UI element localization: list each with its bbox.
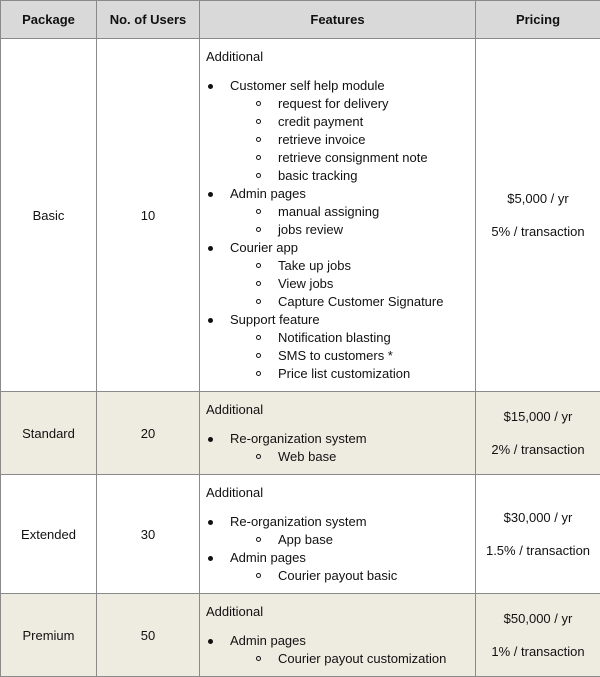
- subfeature-item: [230, 149, 475, 167]
- circle-bullet-icon: [256, 335, 261, 340]
- bullet-icon: [208, 556, 213, 561]
- price-per-transaction: 1% / transaction: [476, 643, 600, 661]
- package-cell: Standard: [1, 392, 97, 475]
- circle-bullet-icon: [256, 353, 261, 358]
- feature-label: Admin pages: [230, 550, 306, 565]
- subfeature-label: retrieve invoice: [278, 132, 365, 147]
- feature-item: [206, 513, 475, 549]
- subfeature-item: [230, 448, 475, 466]
- pricing-cell: [476, 475, 600, 594]
- circle-bullet-icon: [256, 656, 261, 661]
- subfeature-item: [230, 329, 475, 347]
- feature-label: Re-organization system: [230, 431, 367, 446]
- subfeature-label: Notification blasting: [278, 330, 391, 345]
- table-row: [1, 594, 600, 677]
- subfeature-item: [230, 365, 475, 383]
- package-cell: Premium: [1, 594, 97, 677]
- feature-list: [206, 513, 475, 585]
- price-per-year: $30,000 / yr: [476, 509, 600, 527]
- feature-list: [206, 430, 475, 466]
- circle-bullet-icon: [256, 209, 261, 214]
- circle-bullet-icon: [256, 137, 261, 142]
- users-cell: 30: [97, 475, 200, 594]
- price-per-year: $50,000 / yr: [476, 610, 600, 628]
- subfeature-item: [230, 567, 475, 585]
- feature-item: [206, 185, 475, 239]
- subfeature-label: basic tracking: [278, 168, 357, 183]
- subfeature-list: [230, 650, 475, 668]
- additional-label: Additional: [206, 484, 475, 502]
- subfeature-label: Web base: [278, 449, 336, 464]
- package-cell: Extended: [1, 475, 97, 594]
- feature-item: [206, 549, 475, 585]
- bullet-icon: [208, 639, 213, 644]
- users-cell: 20: [97, 392, 200, 475]
- circle-bullet-icon: [256, 371, 261, 376]
- subfeature-label: Capture Customer Signature: [278, 294, 443, 309]
- bullet-icon: [208, 84, 213, 89]
- feature-label: Admin pages: [230, 633, 306, 648]
- subfeature-item: [230, 257, 475, 275]
- subfeature-list: [230, 257, 475, 311]
- additional-label: Additional: [206, 48, 475, 66]
- feature-label: Re-organization system: [230, 514, 367, 529]
- additional-label: Additional: [206, 603, 475, 621]
- feature-label: Customer self help module: [230, 78, 385, 93]
- header-row: [1, 1, 600, 39]
- header-package: Package: [1, 1, 97, 39]
- features-cell: [200, 39, 476, 392]
- package-cell: Basic: [1, 39, 97, 392]
- subfeature-label: App base: [278, 532, 333, 547]
- feature-label: Courier app: [230, 240, 298, 255]
- circle-bullet-icon: [256, 101, 261, 106]
- bullet-icon: [208, 437, 213, 442]
- pricing-cell: [476, 39, 600, 392]
- table-row: [1, 392, 600, 475]
- circle-bullet-icon: [256, 227, 261, 232]
- additional-label: Additional: [206, 401, 475, 419]
- bullet-icon: [208, 192, 213, 197]
- header-pricing: Pricing: [476, 1, 600, 39]
- circle-bullet-icon: [256, 537, 261, 542]
- circle-bullet-icon: [256, 173, 261, 178]
- feature-item: [206, 430, 475, 466]
- users-cell: 50: [97, 594, 200, 677]
- circle-bullet-icon: [256, 573, 261, 578]
- subfeature-list: [230, 567, 475, 585]
- header-users: No. of Users: [97, 1, 200, 39]
- price-per-transaction: 1.5% / transaction: [476, 542, 600, 560]
- subfeature-label: credit payment: [278, 114, 363, 129]
- subfeature-label: SMS to customers *: [278, 348, 393, 363]
- subfeature-label: request for delivery: [278, 96, 389, 111]
- subfeature-item: [230, 650, 475, 668]
- feature-item: [206, 632, 475, 668]
- price-per-transaction: 5% / transaction: [476, 223, 600, 241]
- price-per-year: $15,000 / yr: [476, 408, 600, 426]
- subfeature-item: [230, 113, 475, 131]
- feature-list: [206, 77, 475, 383]
- feature-item: [206, 311, 475, 383]
- circle-bullet-icon: [256, 299, 261, 304]
- subfeature-list: [230, 329, 475, 383]
- circle-bullet-icon: [256, 281, 261, 286]
- bullet-icon: [208, 246, 213, 251]
- circle-bullet-icon: [256, 263, 261, 268]
- circle-bullet-icon: [256, 119, 261, 124]
- subfeature-item: [230, 131, 475, 149]
- users-cell: 10: [97, 39, 200, 392]
- subfeature-label: Courier payout basic: [278, 568, 397, 583]
- subfeature-item: [230, 203, 475, 221]
- bullet-icon: [208, 318, 213, 323]
- feature-label: Support feature: [230, 312, 320, 327]
- bullet-icon: [208, 520, 213, 525]
- pricing-cell: [476, 392, 600, 475]
- subfeature-label: Price list customization: [278, 366, 410, 381]
- table-row: [1, 39, 600, 392]
- subfeature-item: [230, 95, 475, 113]
- subfeature-item: [230, 275, 475, 293]
- subfeature-label: retrieve consignment note: [278, 150, 428, 165]
- subfeature-list: [230, 531, 475, 549]
- features-cell: [200, 594, 476, 677]
- subfeature-label: Take up jobs: [278, 258, 351, 273]
- feature-label: Admin pages: [230, 186, 306, 201]
- subfeature-list: [230, 448, 475, 466]
- subfeature-label: jobs review: [278, 222, 343, 237]
- circle-bullet-icon: [256, 454, 261, 459]
- feature-item: [206, 77, 475, 185]
- subfeature-label: View jobs: [278, 276, 333, 291]
- subfeature-label: Courier payout customization: [278, 651, 446, 666]
- feature-item: [206, 239, 475, 311]
- circle-bullet-icon: [256, 155, 261, 160]
- subfeature-item: [230, 531, 475, 549]
- price-per-year: $5,000 / yr: [476, 190, 600, 208]
- features-cell: [200, 475, 476, 594]
- subfeature-item: [230, 167, 475, 185]
- subfeature-list: [230, 95, 475, 185]
- feature-list: [206, 632, 475, 668]
- features-cell: [200, 392, 476, 475]
- subfeature-item: [230, 293, 475, 311]
- subfeature-label: manual assigning: [278, 204, 379, 219]
- header-features: Features: [200, 1, 476, 39]
- price-per-transaction: 2% / transaction: [476, 441, 600, 459]
- subfeature-item: [230, 221, 475, 239]
- subfeature-list: [230, 203, 475, 239]
- subfeature-item: [230, 347, 475, 365]
- pricing-cell: [476, 594, 600, 677]
- table-row: [1, 475, 600, 594]
